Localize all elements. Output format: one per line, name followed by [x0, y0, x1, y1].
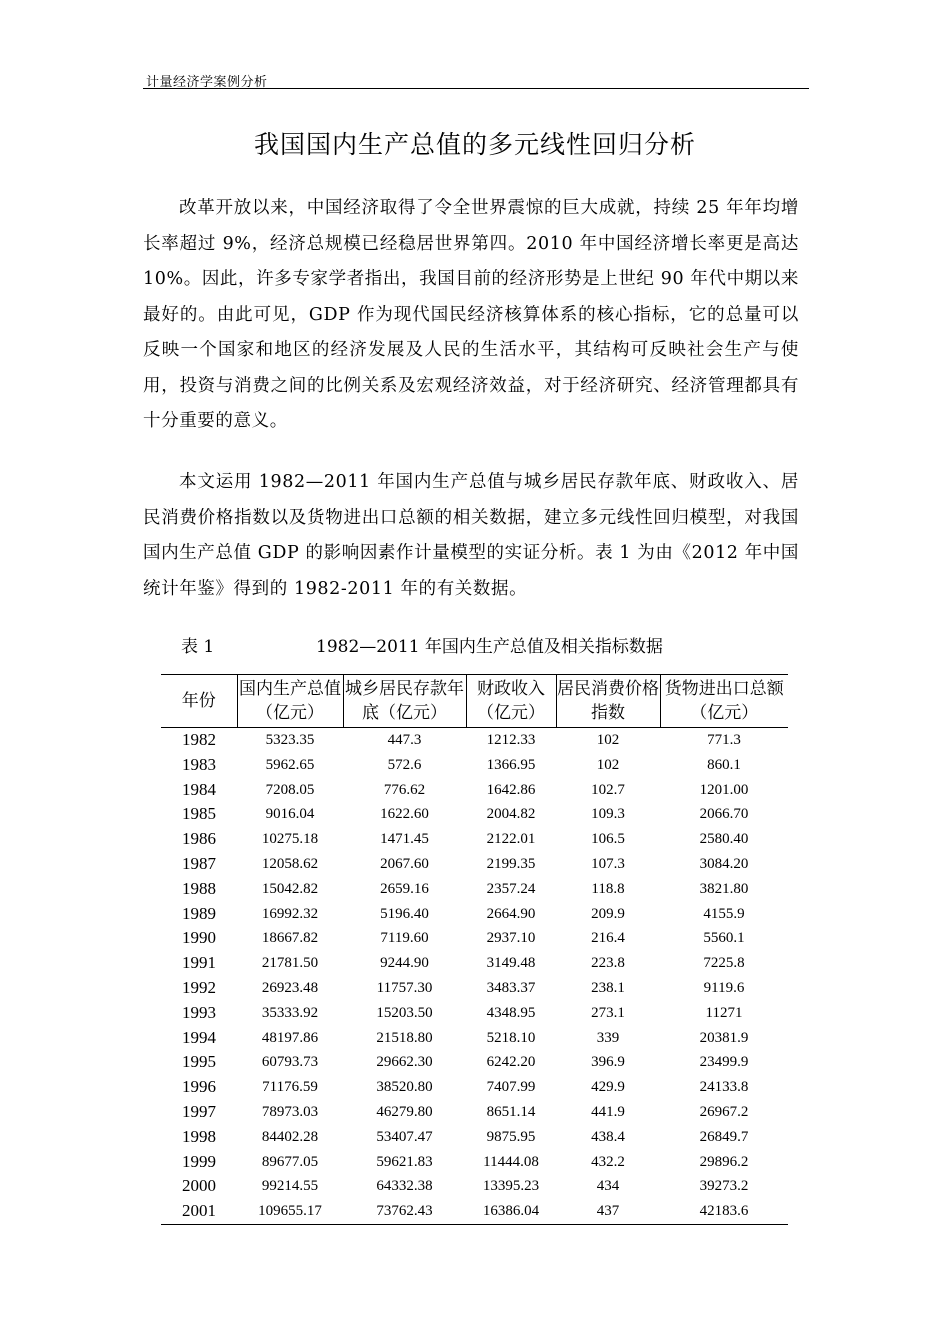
cell-year: 1982 [182, 730, 216, 749]
cell-year: 1987 [182, 853, 216, 873]
cell-year: 1989 [182, 903, 216, 923]
cell-year: 1990 [182, 928, 216, 948]
cell-deposits: 46279.80 [376, 1103, 433, 1120]
cell-trade-total: 4155.9 [703, 905, 745, 922]
cell-gdp: 21781.50 [261, 955, 319, 972]
cell-year: 2001 [182, 1201, 216, 1221]
cell-deposits: 64332.38 [376, 1178, 433, 1195]
data-table [161, 674, 788, 1225]
cell-gdp: 99214.55 [261, 1178, 319, 1195]
cell-fiscal-revenue: 16386.04 [482, 1203, 540, 1220]
cell-trade-total: 9119.6 [703, 979, 745, 996]
cell-deposits: 73762.43 [376, 1203, 433, 1220]
cell-fiscal-revenue: 4348.95 [486, 1004, 536, 1021]
cell-fiscal-revenue: 2664.90 [486, 905, 536, 922]
cell-trade-total: 3084.20 [699, 855, 749, 872]
cell-year: 1992 [182, 977, 216, 997]
cell-trade-total: 29896.2 [699, 1153, 749, 1170]
cell-gdp: 18667.82 [261, 930, 319, 947]
cell-year: 1991 [182, 953, 216, 973]
cell-gdp: 5323.35 [265, 732, 315, 748]
cell-deposits: 59621.83 [376, 1153, 433, 1170]
cell-year: 1996 [182, 1077, 216, 1097]
cell-year: 1983 [182, 754, 216, 774]
cell-trade-total: 7225.8 [703, 955, 745, 972]
column-header-deposits: 城乡居民存款年底（亿元） [343, 675, 466, 728]
cell-trade-total: 39273.2 [699, 1178, 749, 1195]
cell-trade-total: 5560.1 [703, 930, 745, 947]
cell-deposits: 447.3 [387, 732, 422, 748]
table-row [161, 976, 788, 1001]
cell-deposits: 38520.80 [376, 1079, 433, 1096]
cell-gdp: 71176.59 [262, 1079, 318, 1096]
cell-cpi: 273.1 [591, 1004, 625, 1021]
cell-trade-total: 20381.9 [699, 1029, 749, 1046]
cell-cpi: 429.9 [591, 1079, 625, 1096]
cell-gdp: 48197.86 [261, 1029, 319, 1046]
cell-gdp: 5962.65 [265, 756, 315, 773]
cell-year: 2000 [182, 1176, 216, 1196]
table-row [161, 951, 788, 976]
cell-deposits: 2067.60 [380, 855, 429, 872]
column-header-year: 年份 [161, 675, 237, 728]
cell-year: 1985 [182, 804, 216, 824]
cell-year: 1988 [182, 878, 216, 898]
cell-gdp: 84402.28 [261, 1128, 319, 1145]
table-row [161, 778, 788, 803]
cell-deposits: 5196.40 [380, 905, 429, 922]
cell-trade-total: 3821.80 [699, 880, 749, 897]
cell-fiscal-revenue: 5218.10 [486, 1029, 536, 1046]
cell-fiscal-revenue: 3483.37 [486, 979, 536, 996]
document-title: 我国国内生产总值的多元线性回归分析 [253, 130, 696, 159]
cell-cpi: 102 [596, 756, 620, 773]
table-row [161, 827, 788, 852]
cell-trade-total: 1201.00 [699, 781, 749, 798]
cell-deposits: 53407.47 [376, 1128, 433, 1145]
cell-fiscal-revenue: 7407.99 [486, 1079, 536, 1096]
table-caption-title: 1982—2011 年国内生产总值及相关指标数据 [316, 637, 663, 657]
table-row [161, 1050, 788, 1075]
table-body [161, 728, 788, 1225]
cell-trade-total: 771.3 [707, 732, 741, 748]
cell-fiscal-revenue: 9875.95 [486, 1128, 536, 1145]
cell-cpi: 109.3 [591, 806, 625, 823]
cell-year: 1993 [182, 1002, 216, 1022]
table-row [161, 852, 788, 877]
cell-cpi: 209.9 [591, 905, 625, 922]
cell-year: 1986 [182, 829, 216, 849]
method-paragraph: 本文运用 1982—2011 年国内生产总值与城乡居民存款年底、财政收入、居民消费价格指数以及货物进出口总额的相关数据，建立多元线性回归模型，对我国国内生产总值 GDP 的影响因素作计量模型的实证分析。表 1 为由《2012 年中国统计年鉴》得到的 1982-2011 年的有关数据。 [143, 472, 799, 599]
cell-gdp: 109655.17 [258, 1203, 322, 1220]
column-header-trade-total: 货物进出口总额（亿元） [664, 679, 784, 723]
cell-cpi: 102.7 [591, 781, 625, 798]
cell-cpi: 434 [596, 1178, 620, 1195]
cell-fiscal-revenue: 2937.10 [486, 930, 536, 947]
cell-trade-total: 24133.8 [699, 1079, 749, 1096]
cell-fiscal-revenue: 2004.82 [486, 806, 536, 823]
cell-gdp: 12058.62 [261, 855, 319, 872]
cell-trade-total: 42183.6 [699, 1203, 749, 1220]
cell-cpi: 437 [596, 1203, 620, 1220]
cell-trade-total: 860.1 [707, 756, 741, 773]
cell-cpi: 106.5 [591, 831, 625, 848]
cell-gdp: 78973.03 [261, 1103, 319, 1120]
table-row [161, 1199, 788, 1224]
cell-fiscal-revenue: 6242.20 [486, 1054, 536, 1071]
cell-cpi: 118.8 [591, 880, 625, 897]
cell-fiscal-revenue: 3149.48 [486, 955, 536, 972]
cell-gdp: 16992.32 [261, 905, 319, 922]
cell-cpi: 396.9 [591, 1054, 625, 1071]
cell-trade-total: 26849.7 [699, 1128, 749, 1145]
cell-deposits: 15203.50 [376, 1004, 433, 1021]
cell-year: 1984 [182, 779, 216, 799]
cell-year: 1999 [182, 1151, 216, 1171]
cell-deposits: 776.62 [383, 781, 426, 798]
cell-gdp: 26923.48 [261, 979, 319, 996]
cell-fiscal-revenue: 11444.08 [483, 1153, 539, 1170]
cell-cpi: 102 [596, 732, 620, 748]
cell-gdp: 89677.05 [261, 1153, 319, 1170]
table-row [161, 1150, 788, 1175]
table-row [161, 1026, 788, 1051]
cell-cpi: 223.8 [591, 955, 625, 972]
table-row [161, 902, 788, 927]
cell-fiscal-revenue: 2122.01 [486, 831, 536, 848]
cell-deposits: 29662.30 [376, 1054, 433, 1071]
cell-fiscal-revenue: 1212.33 [486, 732, 536, 748]
cell-cpi: 238.1 [591, 979, 625, 996]
cell-year: 1994 [182, 1027, 216, 1047]
table-row [161, 802, 788, 827]
cell-year: 1998 [182, 1126, 216, 1146]
cell-trade-total: 2066.70 [699, 806, 749, 823]
header-rule [143, 88, 809, 89]
cell-cpi: 339 [596, 1029, 620, 1046]
cell-deposits: 11757.30 [376, 979, 433, 996]
cell-cpi: 432.2 [591, 1153, 625, 1170]
column-header-fiscal-revenue: 财政收入（亿元） [466, 675, 556, 728]
cell-fiscal-revenue: 2199.35 [486, 855, 536, 872]
cell-deposits: 7119.60 [380, 930, 429, 947]
column-header-cpi: 居民消费价格指数 [556, 675, 660, 728]
table-row [161, 1100, 788, 1125]
cell-cpi: 107.3 [591, 855, 625, 872]
cell-deposits: 1471.45 [380, 831, 429, 848]
cell-fiscal-revenue: 1642.86 [486, 781, 536, 798]
cell-gdp: 10275.18 [261, 831, 319, 848]
table-row [161, 1001, 788, 1026]
cell-year: 1995 [182, 1052, 216, 1072]
cell-cpi: 441.9 [591, 1103, 625, 1120]
cell-deposits: 1622.60 [380, 806, 429, 823]
cell-gdp: 35333.92 [261, 1004, 319, 1021]
table-row [161, 1174, 788, 1199]
intro-paragraph: 改革开放以来，中国经济取得了令全世界震惊的巨大成就，持续 25 年年均增长率超过 9%，经济总规模已经稳居世界第四。2010 年中国经济增长率更是高达 10%。因此，许多专家学者指出，我国目前的经济形势是上世纪 90 年代中期以来最好的。由此可见，GDP 作为现代国民经济核算体系的核心指标，它的总量可以反映一个国家和地区的经济发展及人民的生活水平，其结构可反映社会生产与使用，投资与消费之间的比例关系及宏观经济效益，对于经济研究、经济管理都具有十分重要的意义。 [143, 198, 799, 431]
column-header-gdp: 国内生产总值（亿元） [237, 675, 343, 728]
cell-trade-total: 11271 [705, 1004, 743, 1021]
cell-fiscal-revenue: 8651.14 [486, 1103, 536, 1120]
cell-year: 1997 [182, 1101, 216, 1121]
table-header-row [161, 675, 788, 728]
cell-trade-total: 26967.2 [699, 1103, 749, 1120]
table-row [161, 926, 788, 951]
cell-cpi: 216.4 [591, 930, 625, 947]
cell-gdp: 9016.04 [265, 806, 315, 823]
cell-trade-total: 2580.40 [699, 831, 749, 848]
cell-fiscal-revenue: 1366.95 [486, 756, 536, 773]
cell-trade-total: 23499.9 [699, 1054, 749, 1071]
running-header: 计量经济学案例分析 [146, 75, 268, 90]
table-row [161, 1125, 788, 1150]
table-row [161, 1075, 788, 1100]
cell-cpi: 438.4 [591, 1128, 625, 1145]
cell-deposits: 9244.90 [380, 955, 429, 972]
cell-deposits: 21518.80 [376, 1029, 433, 1046]
table-row [161, 877, 788, 902]
table-row [161, 753, 788, 778]
table-caption-number: 表 1 [181, 637, 215, 657]
cell-deposits: 2659.16 [380, 880, 429, 897]
cell-deposits: 572.6 [387, 756, 422, 773]
cell-gdp: 60793.73 [261, 1054, 319, 1071]
cell-gdp: 15042.82 [261, 880, 319, 897]
table-row [161, 728, 788, 753]
cell-gdp: 7208.05 [265, 781, 315, 798]
cell-fiscal-revenue: 13395.23 [482, 1178, 540, 1195]
cell-fiscal-revenue: 2357.24 [486, 880, 536, 897]
